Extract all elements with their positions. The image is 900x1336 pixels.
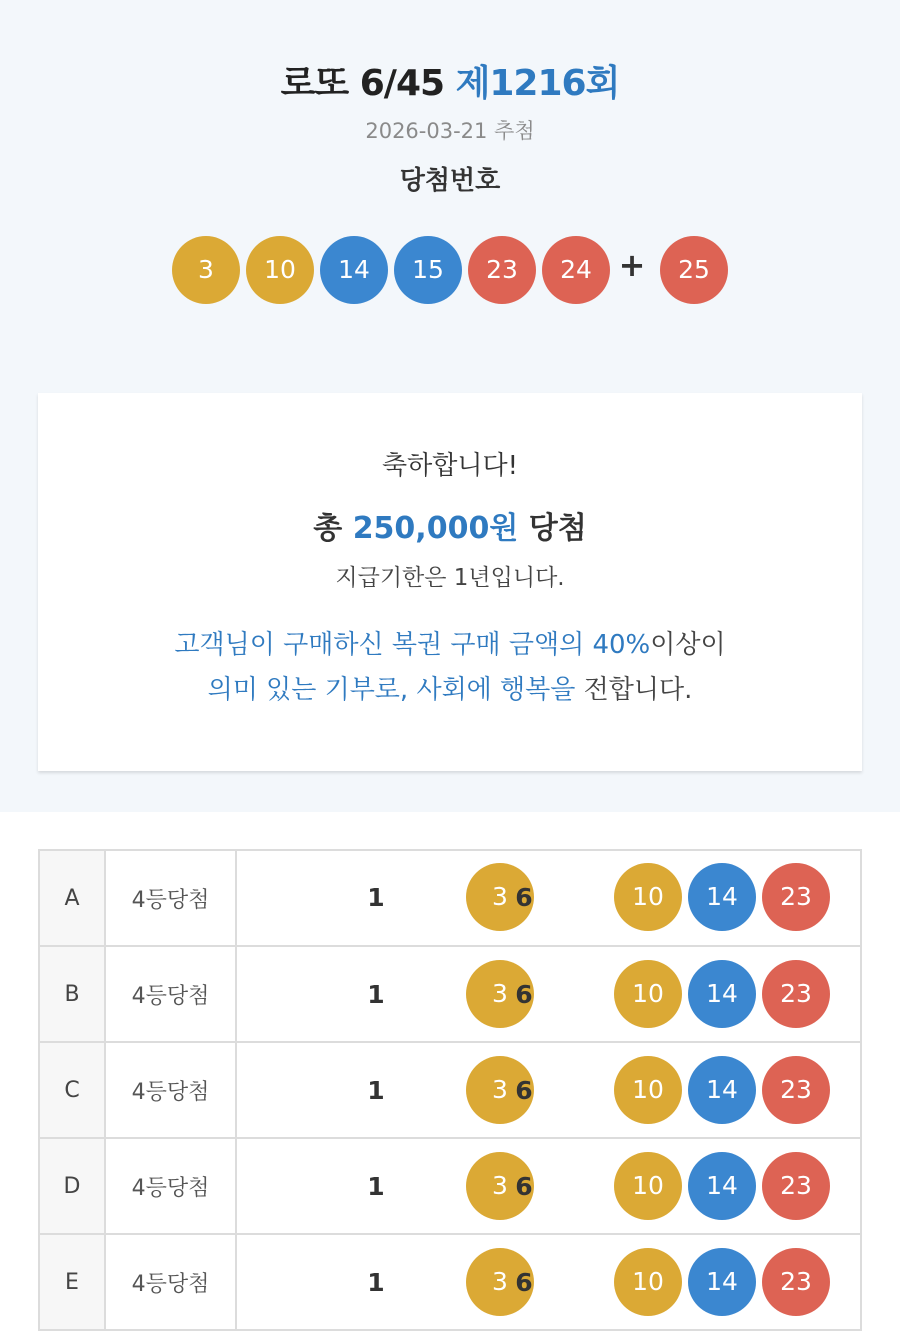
matched-number-ball: 10 xyxy=(614,1248,682,1316)
matched-number-ball: 14 xyxy=(688,1152,756,1220)
ticket-slot: C xyxy=(40,1043,106,1137)
table-row xyxy=(40,1041,860,1137)
total-prize xyxy=(38,503,862,547)
page-title xyxy=(0,55,900,106)
table-row xyxy=(40,851,860,945)
unmatched-number: 1 xyxy=(367,980,385,1009)
bonus-ball: 25 xyxy=(660,236,728,304)
matched-number-ball: 23 xyxy=(762,1248,830,1316)
unmatched-number: 1 xyxy=(367,1172,385,1201)
donation-line1-rest: 이상이 xyxy=(650,630,726,660)
prize-rank: 4등당첨 xyxy=(106,947,237,1041)
donation-message xyxy=(38,623,862,713)
winning-ball: 15 xyxy=(394,236,462,304)
round-number: 제1216회 xyxy=(455,63,620,104)
winning-ball: 24 xyxy=(542,236,610,304)
table-row xyxy=(40,1233,860,1329)
matched-number-ball: 23 xyxy=(762,960,830,1028)
unmatched-number: 6 xyxy=(515,1172,533,1201)
winning-ball: 3 xyxy=(172,236,240,304)
matched-number-ball: 10 xyxy=(614,863,682,931)
matched-number-ball: 10 xyxy=(614,960,682,1028)
prize-rank: 4등당첨 xyxy=(106,1043,237,1137)
bonus-plus-sign: + xyxy=(618,246,646,284)
matched-number-ball: 14 xyxy=(688,1056,756,1124)
ticket-slot: A xyxy=(40,851,106,945)
payment-deadline: 지급기한은 1년입니다. xyxy=(335,565,565,591)
table-row xyxy=(40,945,860,1041)
unmatched-number: 6 xyxy=(515,1076,533,1105)
winning-ball: 10 xyxy=(246,236,314,304)
draw-date: 2026-03-21 추첨 xyxy=(365,119,535,143)
donation-line2-rest: 전합니다. xyxy=(575,675,693,705)
ticket-slot: B xyxy=(40,947,106,1041)
unmatched-number: 6 xyxy=(515,1268,533,1297)
matched-number-ball: 23 xyxy=(762,1152,830,1220)
matched-number-ball: 3 xyxy=(466,960,534,1028)
prize-rank: 4등당첨 xyxy=(106,1139,237,1233)
matched-number-ball: 3 xyxy=(466,1152,534,1220)
matched-number-ball: 14 xyxy=(688,863,756,931)
unmatched-number: 1 xyxy=(367,883,385,912)
prize-rank: 4등당첨 xyxy=(106,1235,237,1329)
total-suffix: 당첨 xyxy=(528,511,587,546)
matched-number-ball: 23 xyxy=(762,863,830,931)
table-row xyxy=(40,1137,860,1233)
total-amount: 250,000원 xyxy=(352,511,519,546)
game-name: 로또 6/45 xyxy=(280,63,445,104)
donation-line1-highlight: 고객님이 구매하신 복권 구매 금액의 40% xyxy=(174,630,651,660)
unmatched-number: 6 xyxy=(515,883,533,912)
prize-result-card xyxy=(38,393,862,771)
unmatched-number: 1 xyxy=(367,1076,385,1105)
congrats-message: 축하합니다! xyxy=(381,451,518,481)
winning-ball: 14 xyxy=(320,236,388,304)
unmatched-number: 6 xyxy=(515,980,533,1009)
matched-number-ball: 3 xyxy=(466,863,534,931)
matched-number-ball: 14 xyxy=(688,960,756,1028)
winning-ball: 23 xyxy=(468,236,536,304)
ticket-slot: D xyxy=(40,1139,106,1233)
matched-number-ball: 23 xyxy=(762,1056,830,1124)
matched-number-ball: 14 xyxy=(688,1248,756,1316)
ticket-results-table xyxy=(38,849,862,1331)
ticket-slot: E xyxy=(40,1235,106,1329)
total-prefix: 총 xyxy=(313,511,343,546)
unmatched-number: 1 xyxy=(367,1268,385,1297)
prize-rank: 4등당첨 xyxy=(106,851,237,945)
matched-number-ball: 3 xyxy=(466,1248,534,1316)
matched-number-ball: 10 xyxy=(614,1056,682,1124)
matched-number-ball: 3 xyxy=(466,1056,534,1124)
winning-numbers-label: 당첨번호 xyxy=(399,166,501,196)
matched-number-ball: 10 xyxy=(614,1152,682,1220)
donation-line2-highlight: 의미 있는 기부로, 사회에 행복을 xyxy=(207,675,576,705)
